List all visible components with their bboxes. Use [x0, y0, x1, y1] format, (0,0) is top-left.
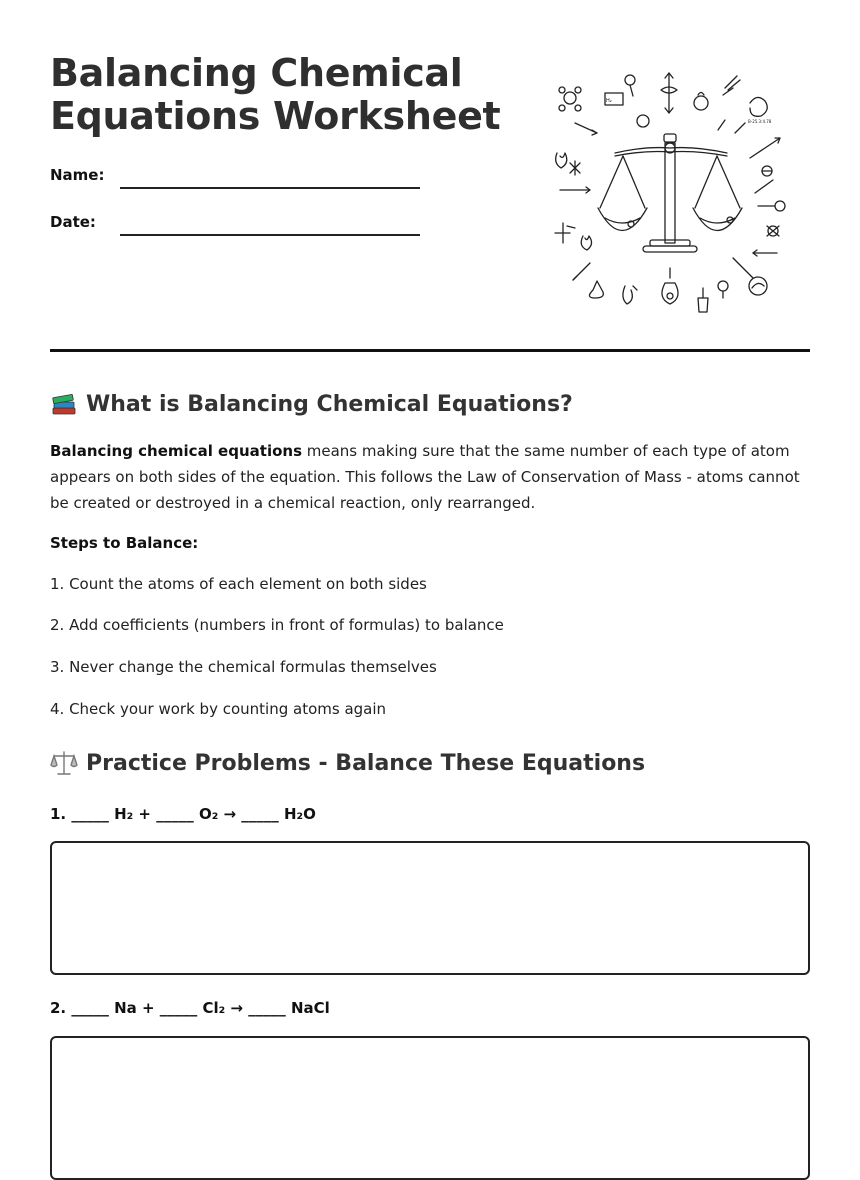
date-label: Date: [50, 213, 96, 231]
step-item-1: 1. Count the atoms of each element on both sides [50, 575, 427, 593]
step-item-2: 2. Add coefficients (numbers in front of formulas) to balance [50, 616, 504, 634]
problem-2-answer-box[interactable] [50, 1036, 810, 1180]
intro-paragraph [50, 438, 815, 516]
step-item-3: 3. Never change the chemical formulas themselves [50, 658, 437, 676]
ratio-tag-label: B-25.3:4.78 [748, 119, 772, 124]
step-item-4: 4. Check your work by counting atoms again [50, 700, 387, 718]
problem-2-equation: 2. _____ Na + _____ Cl₂ → _____ NaCl [50, 999, 330, 1017]
intro-paragraph-bold: Balancing chemical equations [50, 442, 302, 460]
date-field-line[interactable] [120, 234, 420, 236]
problem-1-answer-box[interactable] [50, 841, 810, 975]
practice-heading-text: Practice Problems - Balance These Equations [86, 750, 646, 776]
intro-paragraph-rest: means making sure that the same number of each type of atom appears on both sides of the equation. This follows the Law of Conservation of Mass - atoms cannot be created or destroyed in a chemical reaction, only rearranged. [50, 442, 800, 512]
header-divider [50, 349, 810, 352]
problem-1-equation: 1. _____ H₂ + _____ O₂ → _____ H₂O [50, 805, 316, 823]
page-title: Balancing Chemical Equations Worksheet [50, 51, 501, 138]
flask-tag-label: H₂ [606, 98, 612, 104]
intro-heading-text: What is Balancing Chemical Equations? [86, 391, 573, 417]
steps-label: Steps to Balance: [50, 534, 199, 552]
name-field-line[interactable] [120, 187, 420, 189]
name-label: Name: [50, 166, 105, 184]
practice-section-heading [50, 749, 645, 777]
balance-scale-icon [50, 749, 78, 777]
intro-section-heading [50, 390, 573, 418]
books-icon [50, 390, 78, 418]
balance-scale-chemistry-doodle-icon [545, 68, 795, 318]
